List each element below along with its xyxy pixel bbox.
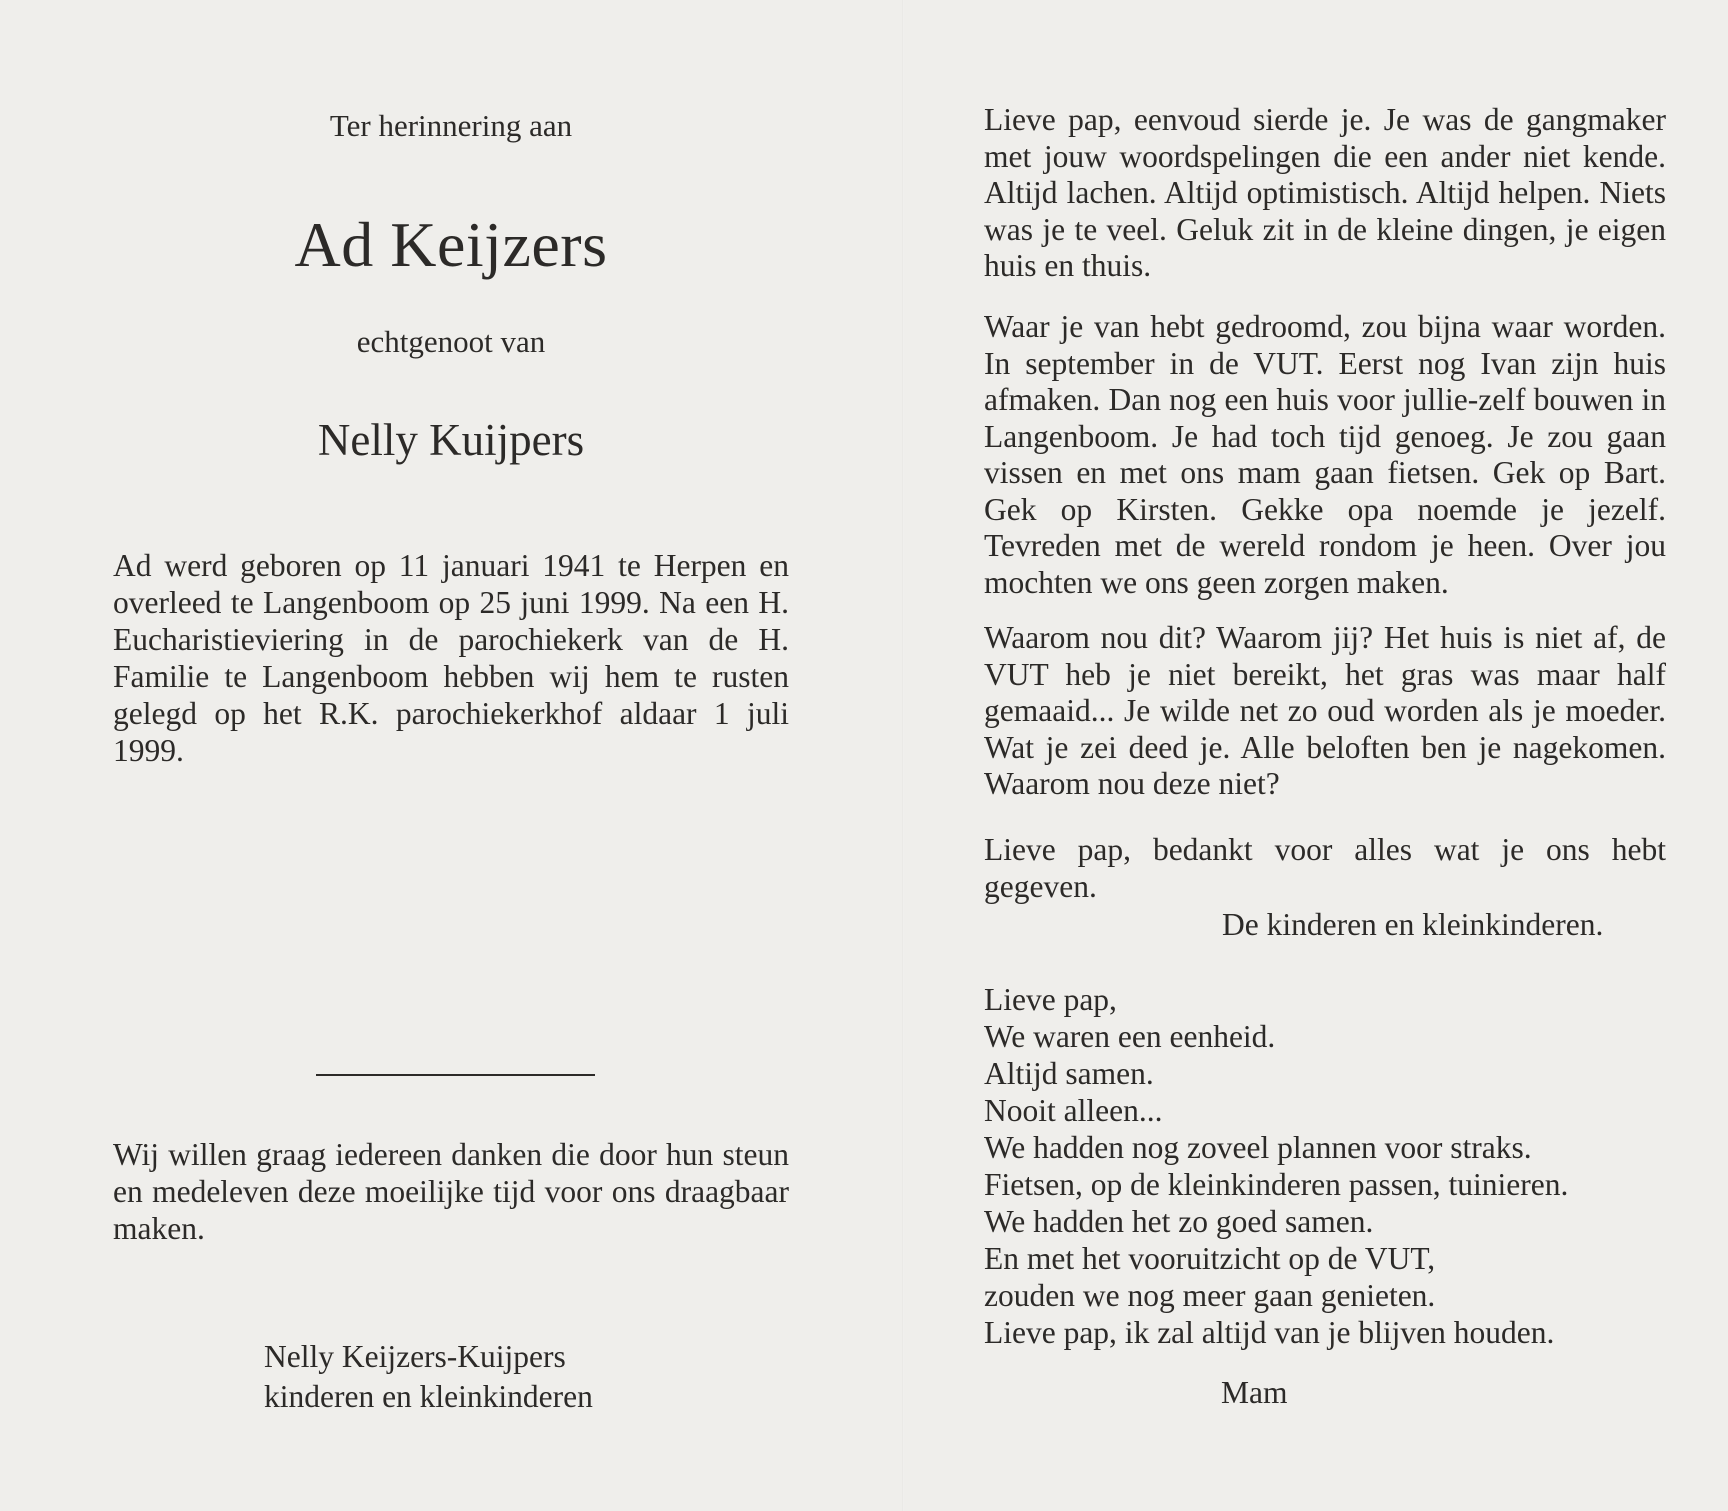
poem-line: Nooit alleen... [984,1093,1163,1128]
thanks-paragraph: Wij willen graag iedereen danken die door hun steun en medeleven deze moeilijke tijd voor ons draagbaar maken. [113,1137,789,1246]
spouse-label: echtgenoot van [356,324,546,359]
tribute-paragraph-2: Waar je van hebt gedroomd, zou bijna waar worden. In september in de VUT. Eerst nog Ivan zijn huis afmaken. Dan nog een huis voor jullie-zelf bouwen in Langenboom. Je had toch tijd genoeg. Je zou gaan vissen en met ons mam gaan fietsen. Gek op Bart. Gek op Kirsten. Gekke opa noemde je jezelf. Tevreden met de wereld rondom je heen. Over jou mochten we ons geen zorgen maken. [984,309,1666,600]
intro-text: Ter herinnering aan [329,108,573,143]
poem-line: Fietsen, op de kleinkinderen passen, tuinieren. [984,1167,1569,1202]
poem-line: Altijd samen. [984,1056,1154,1091]
biography-paragraph: Ad werd geboren op 11 januari 1941 te Herpen en overleed te Langenboom op 25 juni 1999. Na een H. Eucharistieviering in de parochiekerk van de H. Familie te Langenboom hebben wij hem te rusten gelegd op het R.K. parochiekerkhof aldaar 1 juli 1999. [113,548,789,768]
tribute-paragraph-3: Waarom nou dit? Waarom jij? Het huis is niet af, de VUT heb je niet bereikt, het gras was maar half gemaaid... Je wilde net zo oud worden als je moeder. Wat je zei deed je. Alle beloften ben je nagekomen. Waarom nou deze niet? [984,620,1666,801]
poem-line: We hadden nog zoveel plannen voor straks. [984,1130,1532,1165]
signature-line-2: kinderen en kleinkinderen [264,1379,593,1414]
card-fold-line [902,0,904,1511]
mam-signature: Mam [1221,1375,1288,1410]
poem-line: We hadden het zo goed samen. [984,1204,1374,1239]
spouse-name: Nelly Kuijpers [317,415,585,465]
children-signature: De kinderen en kleinkinderen. [1222,907,1604,942]
tribute-paragraph-4: Lieve pap, bedankt voor alles wat je ons hebt gegeven. [984,832,1666,904]
family-signature [264,1337,593,1417]
poem-line: Lieve pap, [984,982,1117,1017]
poem-line: Lieve pap, ik zal altijd van je blijven houden. [984,1315,1555,1350]
poem-line: We waren een eenheid. [984,1019,1276,1054]
signature-line-1: Nelly Keijzers-Kuijpers [264,1339,566,1374]
poem-line: zouden we nog meer gaan genieten. [984,1278,1436,1313]
poem [984,981,1568,1351]
tribute-paragraph-1: Lieve pap, eenvoud sierde je. Je was de gangmaker met jouw woordspelingen die een ander niet kende. Altijd lachen. Altijd optimistisch. Altijd helpen. Niets was je te veel. Geluk zit in de kleine dingen, je eigen huis en thuis. [984,102,1666,283]
divider-line [316,1074,595,1076]
poem-line: En met het vooruitzicht op de VUT, [984,1241,1436,1276]
deceased-name: Ad Keijzers [294,209,608,280]
